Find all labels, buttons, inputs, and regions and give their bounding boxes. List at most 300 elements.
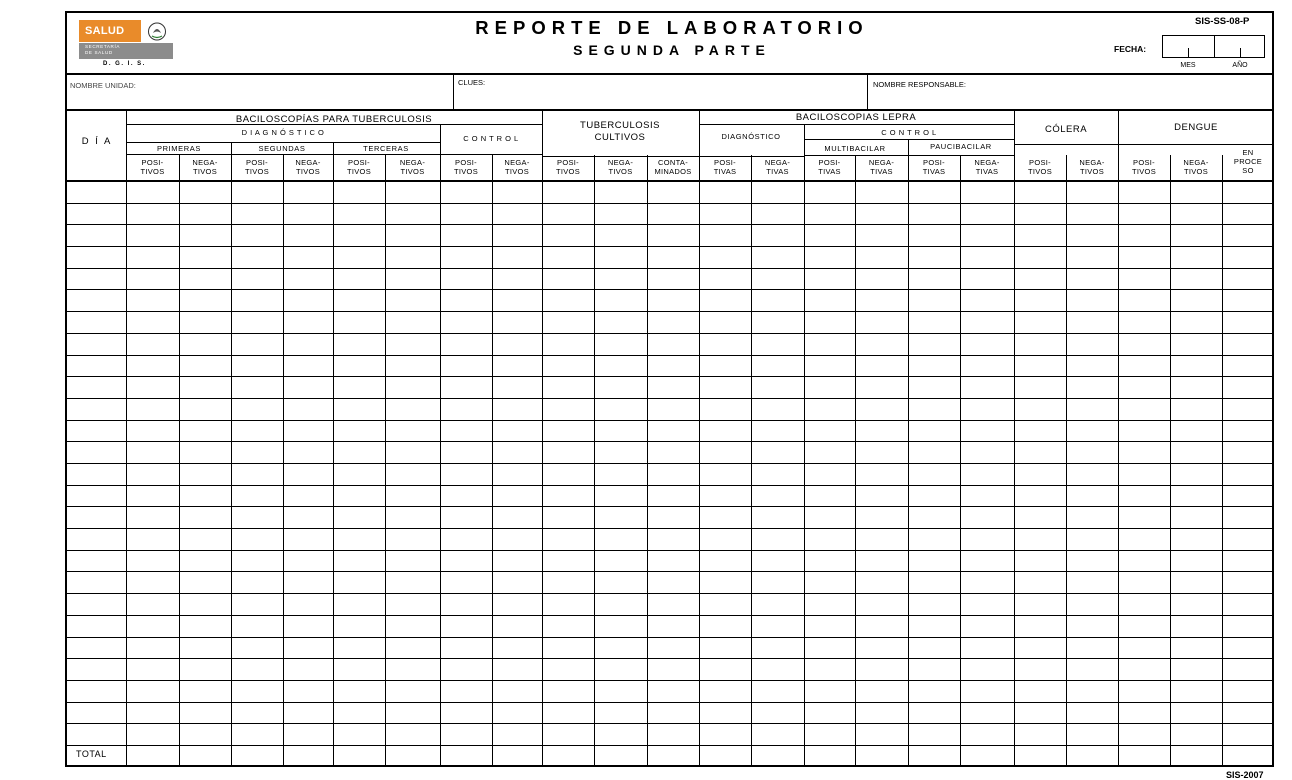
data-cell[interactable] (334, 572, 384, 592)
data-cell[interactable] (1015, 486, 1065, 505)
data-cell[interactable] (752, 703, 803, 722)
data-cell[interactable] (856, 421, 907, 440)
data-cell[interactable] (805, 442, 854, 462)
data-cell[interactable] (595, 377, 646, 397)
total-cell[interactable] (1119, 746, 1169, 766)
data-cell[interactable] (961, 703, 1013, 722)
data-cell[interactable] (493, 399, 541, 419)
data-cell[interactable] (441, 572, 491, 592)
data-cell[interactable] (856, 464, 907, 484)
data-cell[interactable] (493, 377, 541, 397)
data-cell[interactable] (1171, 269, 1221, 288)
data-cell[interactable] (961, 638, 1013, 657)
data-cell[interactable] (648, 638, 698, 657)
data-cell[interactable] (595, 659, 646, 679)
data-cell[interactable] (232, 616, 282, 636)
data-cell[interactable] (700, 247, 750, 267)
data-cell[interactable] (180, 182, 230, 202)
data-cell[interactable] (648, 399, 698, 419)
data-cell[interactable] (909, 529, 959, 549)
data-cell[interactable] (334, 247, 384, 267)
data-cell[interactable] (752, 638, 803, 657)
data-cell[interactable] (648, 334, 698, 354)
data-cell[interactable] (856, 594, 907, 614)
data-cell[interactable] (648, 529, 698, 549)
data-cell[interactable] (595, 356, 646, 375)
data-cell[interactable] (441, 269, 491, 288)
data-cell[interactable] (284, 529, 332, 549)
data-cell[interactable] (752, 225, 803, 245)
data-cell[interactable] (1119, 551, 1169, 570)
data-cell[interactable] (1119, 486, 1169, 505)
data-cell[interactable] (1171, 399, 1221, 419)
data-cell[interactable] (805, 399, 854, 419)
data-cell[interactable] (1223, 616, 1273, 636)
data-cell[interactable] (441, 703, 491, 722)
data-cell[interactable] (334, 507, 384, 527)
data-cell[interactable] (543, 616, 593, 636)
data-cell[interactable] (856, 507, 907, 527)
data-cell[interactable] (1171, 290, 1221, 310)
data-cell[interactable] (856, 551, 907, 570)
data-cell[interactable] (961, 442, 1013, 462)
data-cell[interactable] (180, 659, 230, 679)
data-cell[interactable] (441, 204, 491, 223)
data-cell[interactable] (1067, 616, 1117, 636)
data-cell[interactable] (127, 247, 178, 267)
data-cell[interactable] (1171, 486, 1221, 505)
data-cell[interactable] (1171, 594, 1221, 614)
data-cell[interactable] (232, 529, 282, 549)
data-cell[interactable] (595, 572, 646, 592)
data-cell[interactable] (595, 225, 646, 245)
data-cell[interactable] (441, 529, 491, 549)
data-cell[interactable] (284, 182, 332, 202)
data-cell[interactable] (334, 551, 384, 570)
data-cell[interactable] (180, 225, 230, 245)
data-cell[interactable] (180, 681, 230, 701)
data-cell[interactable] (1015, 421, 1065, 440)
data-cell[interactable] (805, 594, 854, 614)
data-cell[interactable] (127, 290, 178, 310)
data-cell[interactable] (386, 572, 439, 592)
data-cell[interactable] (543, 529, 593, 549)
data-cell[interactable] (1015, 616, 1065, 636)
data-cell[interactable] (334, 594, 384, 614)
data-cell[interactable] (1067, 724, 1117, 744)
data-cell[interactable] (386, 464, 439, 484)
data-cell[interactable] (752, 269, 803, 288)
data-cell[interactable] (1223, 247, 1273, 267)
data-cell[interactable] (1223, 377, 1273, 397)
data-cell[interactable] (1067, 399, 1117, 419)
data-cell[interactable] (1119, 464, 1169, 484)
data-cell[interactable] (127, 507, 178, 527)
data-cell[interactable] (232, 312, 282, 332)
data-cell[interactable] (595, 529, 646, 549)
data-cell[interactable] (441, 356, 491, 375)
data-cell[interactable] (909, 507, 959, 527)
data-cell[interactable] (648, 659, 698, 679)
data-cell[interactable] (961, 247, 1013, 267)
data-cell[interactable] (127, 616, 178, 636)
data-cell[interactable] (180, 269, 230, 288)
data-cell[interactable] (752, 594, 803, 614)
data-cell[interactable] (1171, 377, 1221, 397)
data-cell[interactable] (1223, 269, 1273, 288)
data-cell[interactable] (752, 616, 803, 636)
data-cell[interactable] (700, 616, 750, 636)
data-cell[interactable] (856, 616, 907, 636)
data-cell[interactable] (441, 290, 491, 310)
data-cell[interactable] (1171, 724, 1221, 744)
data-cell[interactable] (127, 659, 178, 679)
data-cell[interactable] (180, 421, 230, 440)
data-cell[interactable] (1223, 703, 1273, 722)
data-cell[interactable] (961, 204, 1013, 223)
data-cell[interactable] (334, 659, 384, 679)
data-cell[interactable] (284, 312, 332, 332)
data-cell[interactable] (441, 616, 491, 636)
data-cell[interactable] (284, 616, 332, 636)
data-cell[interactable] (595, 681, 646, 701)
data-cell[interactable] (127, 182, 178, 202)
data-cell[interactable] (1223, 681, 1273, 701)
data-cell[interactable] (856, 269, 907, 288)
data-cell[interactable] (1067, 572, 1117, 592)
data-cell[interactable] (700, 421, 750, 440)
total-cell[interactable] (1015, 746, 1065, 766)
data-cell[interactable] (1067, 269, 1117, 288)
data-cell[interactable] (334, 486, 384, 505)
data-cell[interactable] (232, 290, 282, 310)
data-cell[interactable] (1223, 572, 1273, 592)
data-cell[interactable] (700, 182, 750, 202)
data-cell[interactable] (595, 182, 646, 202)
data-cell[interactable] (700, 594, 750, 614)
data-cell[interactable] (961, 464, 1013, 484)
data-cell[interactable] (595, 616, 646, 636)
data-cell[interactable] (180, 616, 230, 636)
data-cell[interactable] (386, 247, 439, 267)
data-cell[interactable] (386, 225, 439, 245)
data-cell[interactable] (909, 356, 959, 375)
data-cell[interactable] (543, 312, 593, 332)
data-cell[interactable] (493, 529, 541, 549)
data-cell[interactable] (1015, 681, 1065, 701)
data-cell[interactable] (493, 464, 541, 484)
total-cell[interactable] (856, 746, 907, 766)
data-cell[interactable] (856, 204, 907, 223)
total-cell[interactable] (700, 746, 750, 766)
data-cell[interactable] (284, 659, 332, 679)
data-cell[interactable] (909, 225, 959, 245)
data-cell[interactable] (441, 638, 491, 657)
total-cell[interactable] (1067, 746, 1117, 766)
data-cell[interactable] (334, 290, 384, 310)
unidad-field[interactable] (70, 91, 450, 107)
data-cell[interactable] (1119, 225, 1169, 245)
data-cell[interactable] (493, 551, 541, 570)
data-cell[interactable] (1015, 182, 1065, 202)
data-cell[interactable] (543, 356, 593, 375)
data-cell[interactable] (961, 616, 1013, 636)
data-cell[interactable] (961, 312, 1013, 332)
total-cell[interactable] (595, 746, 646, 766)
data-cell[interactable] (232, 269, 282, 288)
data-cell[interactable] (752, 247, 803, 267)
data-cell[interactable] (1015, 356, 1065, 375)
data-cell[interactable] (595, 464, 646, 484)
data-cell[interactable] (700, 377, 750, 397)
data-cell[interactable] (386, 290, 439, 310)
total-cell[interactable] (232, 746, 282, 766)
data-cell[interactable] (1015, 551, 1065, 570)
data-cell[interactable] (1171, 659, 1221, 679)
data-cell[interactable] (909, 464, 959, 484)
data-cell[interactable] (1067, 638, 1117, 657)
data-cell[interactable] (752, 572, 803, 592)
data-cell[interactable] (1015, 247, 1065, 267)
data-cell[interactable] (284, 399, 332, 419)
data-cell[interactable] (961, 507, 1013, 527)
data-cell[interactable] (180, 377, 230, 397)
data-cell[interactable] (752, 399, 803, 419)
data-cell[interactable] (284, 594, 332, 614)
data-cell[interactable] (805, 377, 854, 397)
data-cell[interactable] (752, 312, 803, 332)
data-cell[interactable] (1067, 247, 1117, 267)
data-cell[interactable] (334, 312, 384, 332)
data-cell[interactable] (232, 486, 282, 505)
data-cell[interactable] (1223, 486, 1273, 505)
data-cell[interactable] (386, 529, 439, 549)
data-cell[interactable] (700, 334, 750, 354)
data-cell[interactable] (752, 290, 803, 310)
data-cell[interactable] (1015, 442, 1065, 462)
data-cell[interactable] (284, 486, 332, 505)
data-cell[interactable] (961, 269, 1013, 288)
data-cell[interactable] (127, 703, 178, 722)
data-cell[interactable] (909, 572, 959, 592)
data-cell[interactable] (1223, 507, 1273, 527)
data-cell[interactable] (805, 356, 854, 375)
data-cell[interactable] (284, 290, 332, 310)
data-cell[interactable] (595, 594, 646, 614)
data-cell[interactable] (700, 724, 750, 744)
data-cell[interactable] (232, 464, 282, 484)
data-cell[interactable] (909, 594, 959, 614)
data-cell[interactable] (648, 486, 698, 505)
data-cell[interactable] (752, 377, 803, 397)
data-cell[interactable] (856, 529, 907, 549)
data-cell[interactable] (1067, 356, 1117, 375)
data-cell[interactable] (700, 442, 750, 462)
data-cell[interactable] (386, 356, 439, 375)
data-cell[interactable] (648, 594, 698, 614)
data-cell[interactable] (232, 399, 282, 419)
data-cell[interactable] (493, 681, 541, 701)
data-cell[interactable] (232, 247, 282, 267)
data-cell[interactable] (1067, 421, 1117, 440)
data-cell[interactable] (856, 681, 907, 701)
data-cell[interactable] (493, 421, 541, 440)
total-cell[interactable] (909, 746, 959, 766)
data-cell[interactable] (441, 681, 491, 701)
data-cell[interactable] (127, 638, 178, 657)
data-cell[interactable] (1119, 659, 1169, 679)
data-cell[interactable] (595, 507, 646, 527)
data-cell[interactable] (284, 638, 332, 657)
data-cell[interactable] (909, 551, 959, 570)
data-cell[interactable] (1015, 269, 1065, 288)
data-cell[interactable] (856, 312, 907, 332)
data-cell[interactable] (595, 421, 646, 440)
data-cell[interactable] (441, 724, 491, 744)
data-cell[interactable] (1015, 225, 1065, 245)
data-cell[interactable] (595, 269, 646, 288)
data-cell[interactable] (700, 269, 750, 288)
data-cell[interactable] (1171, 529, 1221, 549)
data-cell[interactable] (805, 182, 854, 202)
data-cell[interactable] (1015, 334, 1065, 354)
data-cell[interactable] (752, 529, 803, 549)
total-cell[interactable] (386, 746, 439, 766)
data-cell[interactable] (1223, 399, 1273, 419)
data-cell[interactable] (1067, 377, 1117, 397)
data-cell[interactable] (232, 659, 282, 679)
data-cell[interactable] (909, 724, 959, 744)
data-cell[interactable] (493, 290, 541, 310)
data-cell[interactable] (543, 681, 593, 701)
data-cell[interactable] (543, 594, 593, 614)
data-cell[interactable] (909, 182, 959, 202)
data-cell[interactable] (1223, 421, 1273, 440)
data-cell[interactable] (961, 551, 1013, 570)
data-cell[interactable] (909, 681, 959, 701)
data-cell[interactable] (909, 638, 959, 657)
data-cell[interactable] (1067, 464, 1117, 484)
data-cell[interactable] (232, 334, 282, 354)
data-cell[interactable] (284, 204, 332, 223)
data-cell[interactable] (1223, 551, 1273, 570)
data-cell[interactable] (1223, 659, 1273, 679)
data-cell[interactable] (386, 312, 439, 332)
data-cell[interactable] (1119, 399, 1169, 419)
data-cell[interactable] (441, 421, 491, 440)
data-cell[interactable] (648, 681, 698, 701)
data-cell[interactable] (1119, 269, 1169, 288)
data-cell[interactable] (232, 377, 282, 397)
data-cell[interactable] (543, 182, 593, 202)
data-cell[interactable] (334, 399, 384, 419)
data-cell[interactable] (386, 703, 439, 722)
data-cell[interactable] (700, 659, 750, 679)
data-cell[interactable] (543, 507, 593, 527)
data-cell[interactable] (1223, 442, 1273, 462)
data-cell[interactable] (961, 594, 1013, 614)
responsable-field[interactable] (873, 92, 1271, 108)
data-cell[interactable] (595, 551, 646, 570)
data-cell[interactable] (441, 225, 491, 245)
data-cell[interactable] (543, 204, 593, 223)
data-cell[interactable] (543, 659, 593, 679)
total-cell[interactable] (752, 746, 803, 766)
data-cell[interactable] (180, 312, 230, 332)
data-cell[interactable] (595, 204, 646, 223)
data-cell[interactable] (805, 290, 854, 310)
data-cell[interactable] (1119, 616, 1169, 636)
data-cell[interactable] (127, 269, 178, 288)
data-cell[interactable] (1119, 594, 1169, 614)
data-cell[interactable] (127, 356, 178, 375)
data-cell[interactable] (334, 616, 384, 636)
data-cell[interactable] (1067, 182, 1117, 202)
data-cell[interactable] (127, 724, 178, 744)
data-cell[interactable] (232, 182, 282, 202)
data-cell[interactable] (441, 399, 491, 419)
data-cell[interactable] (334, 377, 384, 397)
data-cell[interactable] (1067, 334, 1117, 354)
data-cell[interactable] (284, 681, 332, 701)
data-cell[interactable] (127, 442, 178, 462)
data-cell[interactable] (284, 377, 332, 397)
data-cell[interactable] (856, 247, 907, 267)
data-cell[interactable] (856, 572, 907, 592)
data-cell[interactable] (493, 442, 541, 462)
total-cell[interactable] (648, 746, 698, 766)
data-cell[interactable] (386, 486, 439, 505)
data-cell[interactable] (1015, 572, 1065, 592)
data-cell[interactable] (909, 659, 959, 679)
data-cell[interactable] (386, 269, 439, 288)
data-cell[interactable] (700, 290, 750, 310)
data-cell[interactable] (1015, 377, 1065, 397)
data-cell[interactable] (856, 486, 907, 505)
data-cell[interactable] (752, 724, 803, 744)
data-cell[interactable] (648, 312, 698, 332)
data-cell[interactable] (648, 290, 698, 310)
data-cell[interactable] (284, 464, 332, 484)
data-cell[interactable] (909, 312, 959, 332)
data-cell[interactable] (805, 225, 854, 245)
data-cell[interactable] (441, 442, 491, 462)
data-cell[interactable] (909, 247, 959, 267)
data-cell[interactable] (180, 356, 230, 375)
data-cell[interactable] (805, 724, 854, 744)
data-cell[interactable] (1223, 724, 1273, 744)
data-cell[interactable] (1171, 356, 1221, 375)
data-cell[interactable] (334, 356, 384, 375)
data-cell[interactable] (1119, 204, 1169, 223)
data-cell[interactable] (127, 225, 178, 245)
data-cell[interactable] (1171, 204, 1221, 223)
data-cell[interactable] (441, 486, 491, 505)
data-cell[interactable] (232, 594, 282, 614)
data-cell[interactable] (334, 421, 384, 440)
data-cell[interactable] (543, 225, 593, 245)
data-cell[interactable] (856, 399, 907, 419)
data-cell[interactable] (856, 225, 907, 245)
data-cell[interactable] (1067, 529, 1117, 549)
data-cell[interactable] (232, 356, 282, 375)
data-cell[interactable] (1119, 421, 1169, 440)
data-cell[interactable] (180, 507, 230, 527)
data-cell[interactable] (180, 638, 230, 657)
data-cell[interactable] (386, 399, 439, 419)
data-cell[interactable] (543, 724, 593, 744)
data-cell[interactable] (180, 486, 230, 505)
